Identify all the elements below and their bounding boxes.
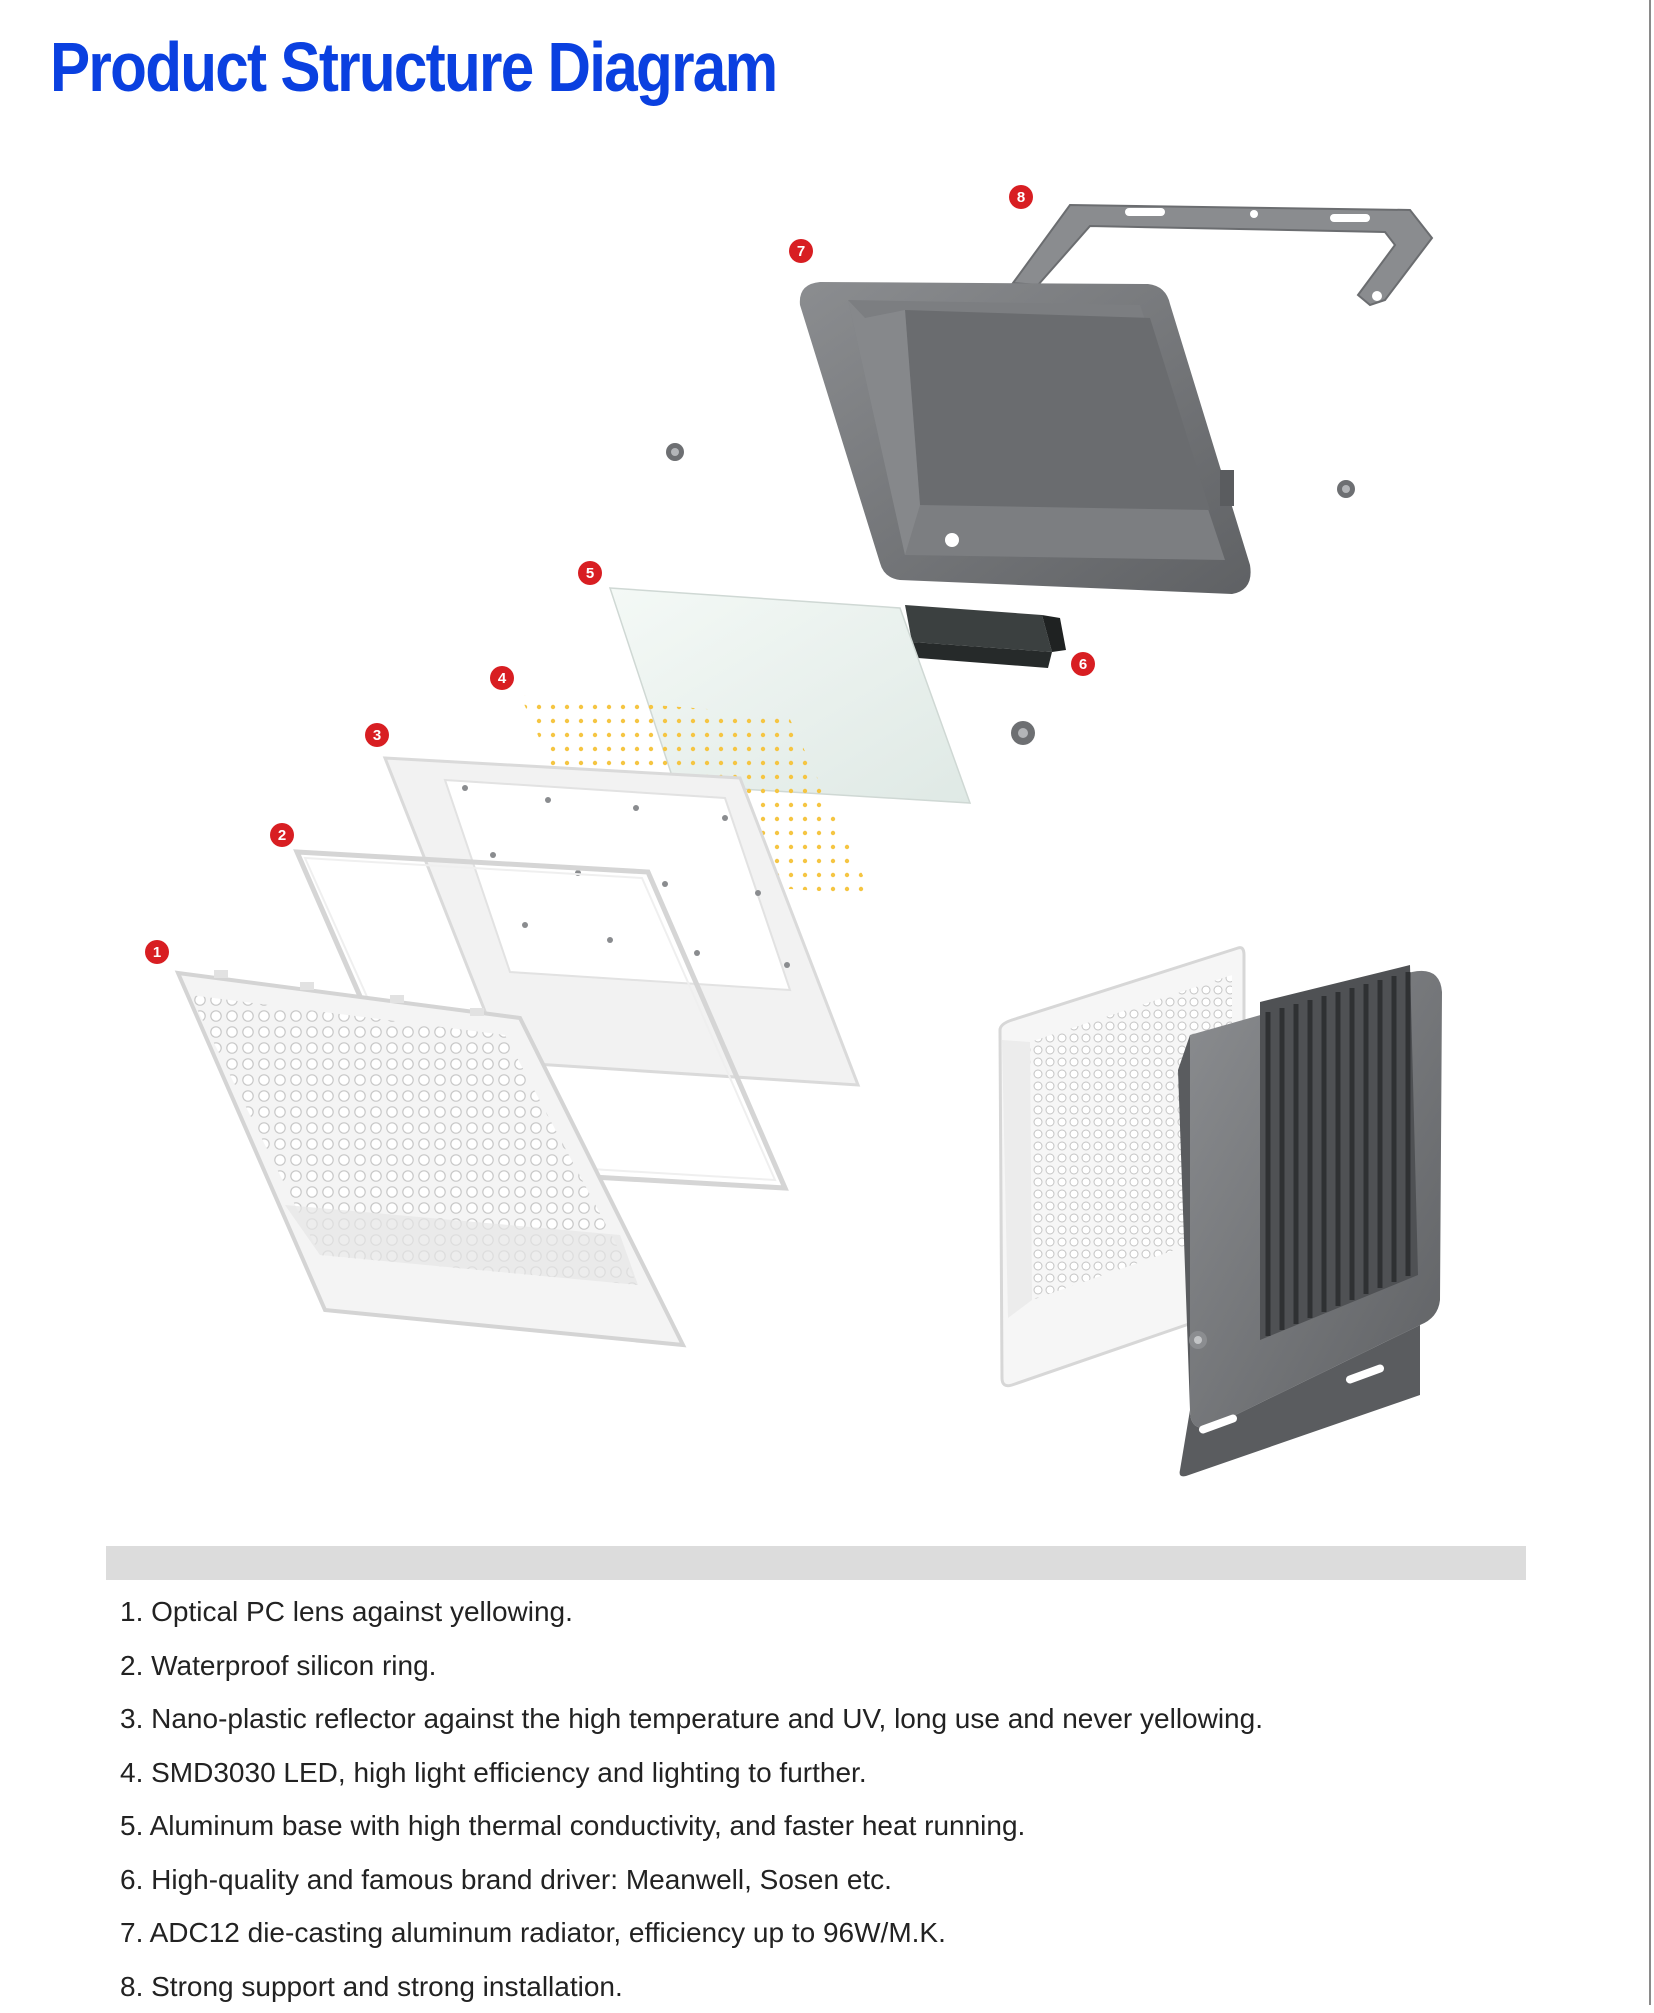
feature-item: 5. Aluminum base with high thermal conductivity, and faster heat running. <box>120 1799 1263 1853</box>
callout-label: 3 <box>373 727 381 744</box>
numbered-badge-icon <box>490 666 514 690</box>
numbered-badge-icon <box>1071 652 1095 676</box>
callout-label: 1 <box>153 944 161 961</box>
feature-item: 4. SMD3030 LED, high light efficiency and lighting to further. <box>120 1746 1263 1800</box>
page-title: Product Structure Diagram <box>50 22 776 112</box>
feature-item: 3. Nano-plastic reflector against the high temperature and UV, long use and never yellowing. <box>120 1692 1263 1746</box>
callout-label: 2 <box>278 827 286 844</box>
numbered-badge-icon <box>578 561 602 585</box>
callout-label: 8 <box>1017 189 1025 206</box>
numbered-badge-icon <box>365 723 389 747</box>
driver-part <box>905 605 1066 668</box>
assembled-rear-view <box>1178 965 1442 1476</box>
screw-icon <box>1011 721 1035 745</box>
numbered-badge-icon <box>1009 185 1033 209</box>
callout-label: 4 <box>498 670 507 687</box>
callout-label: 7 <box>797 243 805 260</box>
callout-label: 6 <box>1079 656 1087 673</box>
feature-item: 6. High-quality and famous brand driver: Meanwell, Sosen etc. <box>120 1853 1263 1907</box>
housing-part <box>800 282 1251 594</box>
feature-item: 8. Strong support and strong installation. <box>120 1960 1263 2013</box>
feature-item: 1. Optical PC lens against yellowing. <box>120 1585 1263 1639</box>
numbered-badge-icon <box>789 239 813 263</box>
feature-item: 7. ADC12 die-casting aluminum radiator, efficiency up to 96W/M.K. <box>120 1906 1263 1960</box>
section-divider-bar <box>106 1546 1526 1580</box>
numbered-badge-icon <box>145 940 169 964</box>
numbered-badge-icon <box>270 823 294 847</box>
feature-list <box>120 1585 1263 2013</box>
callout-label: 5 <box>586 565 594 582</box>
screw-icon <box>666 443 684 461</box>
feature-item: 2. Waterproof silicon ring. <box>120 1639 1263 1693</box>
screw-icon <box>1337 480 1355 498</box>
